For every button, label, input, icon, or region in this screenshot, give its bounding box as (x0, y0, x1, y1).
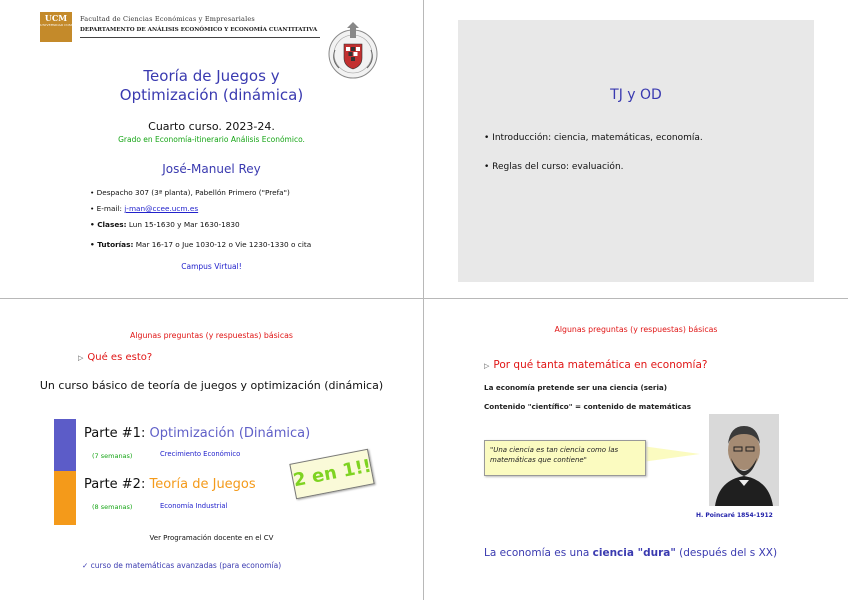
see-program-note: Ver Programación docente en el CV (149, 534, 274, 542)
hard-science-c: (después del s XX) (675, 547, 778, 559)
email-info (90, 204, 198, 213)
slide-what-is-this (0, 299, 423, 600)
part1-topic: Crecimiento Económico (160, 450, 241, 458)
office-info: • Despacho 307 (3ª planta), Pabellón Primero ("Prefa") (90, 188, 290, 197)
classes-label: • Clases: (90, 220, 127, 229)
ucm-logo-text: UCM (44, 13, 68, 23)
email-label: • E-mail: (90, 204, 125, 213)
header-rule (80, 37, 320, 38)
triangle-marker-icon: ▷ (484, 362, 490, 370)
outline-bullet-intro: • Introducción: ciencia, matemáticas, economía. (484, 133, 703, 143)
slide-heading: Algunas preguntas (y respuestas) básicas (554, 325, 718, 334)
tutoring-text: Mar 16-17 o Jue 1030-12 o Vie 1230-1330 o cita (133, 240, 312, 249)
part1-color-bar (54, 419, 76, 471)
faculty-name: Facultad de Ciencias Económicas y Empresariales (80, 15, 255, 23)
classes-text: Lun 15-1630 y Mar 1630-1830 (126, 220, 240, 229)
slide-heading: Algunas preguntas (y respuestas) básicas (130, 331, 293, 340)
question-text: Qué es esto? (87, 352, 153, 363)
part2-topic: Economía Industrial (160, 502, 228, 510)
part1-title: Optimización (Dinámica) (149, 426, 311, 441)
triangle-marker-icon: ▷ (78, 354, 84, 362)
course-title-line2: Optimización (dinámica) (119, 86, 304, 104)
question-line (78, 352, 152, 363)
hard-science-a: La economía es una (484, 547, 593, 559)
degree-name: Grado en Economía-itinerario Análisis Económico. (118, 135, 305, 144)
question-line (484, 359, 707, 371)
part1-heading (84, 426, 310, 441)
course-title (0, 67, 423, 105)
slide-outline (424, 0, 848, 298)
part1-prefix: Parte #1: (84, 426, 150, 441)
part2-weeks: (8 semanas) (92, 503, 133, 511)
hard-science-line (484, 547, 777, 559)
course-description: Un curso básico de teoría de juegos y optimización (dinámica) (39, 379, 384, 392)
two-in-one-stamp: 2 en 1!! (289, 449, 374, 500)
slide-title (0, 0, 423, 298)
outline-title: TJ y OD (610, 87, 662, 103)
science-claim: La economía pretende ser una ciencia (seria) (484, 383, 668, 392)
slide-why-math (424, 299, 848, 600)
hard-science-b: ciencia "dura" (592, 547, 676, 559)
poincare-portrait-icon (709, 414, 779, 506)
part1-weeks: (7 semanas) (92, 452, 133, 460)
part2-color-bar (54, 471, 76, 525)
campus-virtual-note: Campus Virtual! (181, 262, 242, 271)
department-name: DEPARTAMENTO DE ANÁLISIS ECONÓMICO Y ECONOMÍA CUANTITATIVA (80, 27, 318, 33)
tutoring-info (90, 240, 311, 249)
classes-info (90, 220, 240, 229)
portrait-caption: H. Poincaré 1854-1912 (696, 512, 773, 519)
scientific-content: Contenido "científico" = contenido de matemáticas (484, 402, 692, 411)
outline-bullet-rules: • Reglas del curso: evaluación. (484, 162, 624, 172)
ucm-logo (40, 12, 104, 42)
author-name: José-Manuel Rey (162, 162, 261, 176)
ucm-logo-subtext: UNIVERSIDAD COMPLUTENSE MADRID (40, 23, 104, 27)
outline-box (458, 20, 814, 282)
poincare-quote: "Una ciencia es tan ciencia como las matemáticas que contiene" (490, 446, 619, 464)
question-text: Por qué tanta matemática en economía? (493, 359, 708, 371)
part2-title: Teoría de Juegos (149, 477, 256, 492)
part2-prefix: Parte #2: (84, 477, 150, 492)
tutoring-label: • Tutorías: (90, 240, 134, 249)
part2-heading (84, 477, 256, 492)
advanced-math-note: ✓ curso de matemáticas avanzadas (para economía) (82, 561, 282, 570)
course-title-line1: Teoría de Juegos y (143, 67, 280, 85)
speech-bubble-tail (642, 446, 700, 462)
email-link[interactable]: j-man@ccee.ucm.es (124, 204, 199, 213)
course-year: Cuarto curso. 2023-24. (148, 120, 275, 133)
